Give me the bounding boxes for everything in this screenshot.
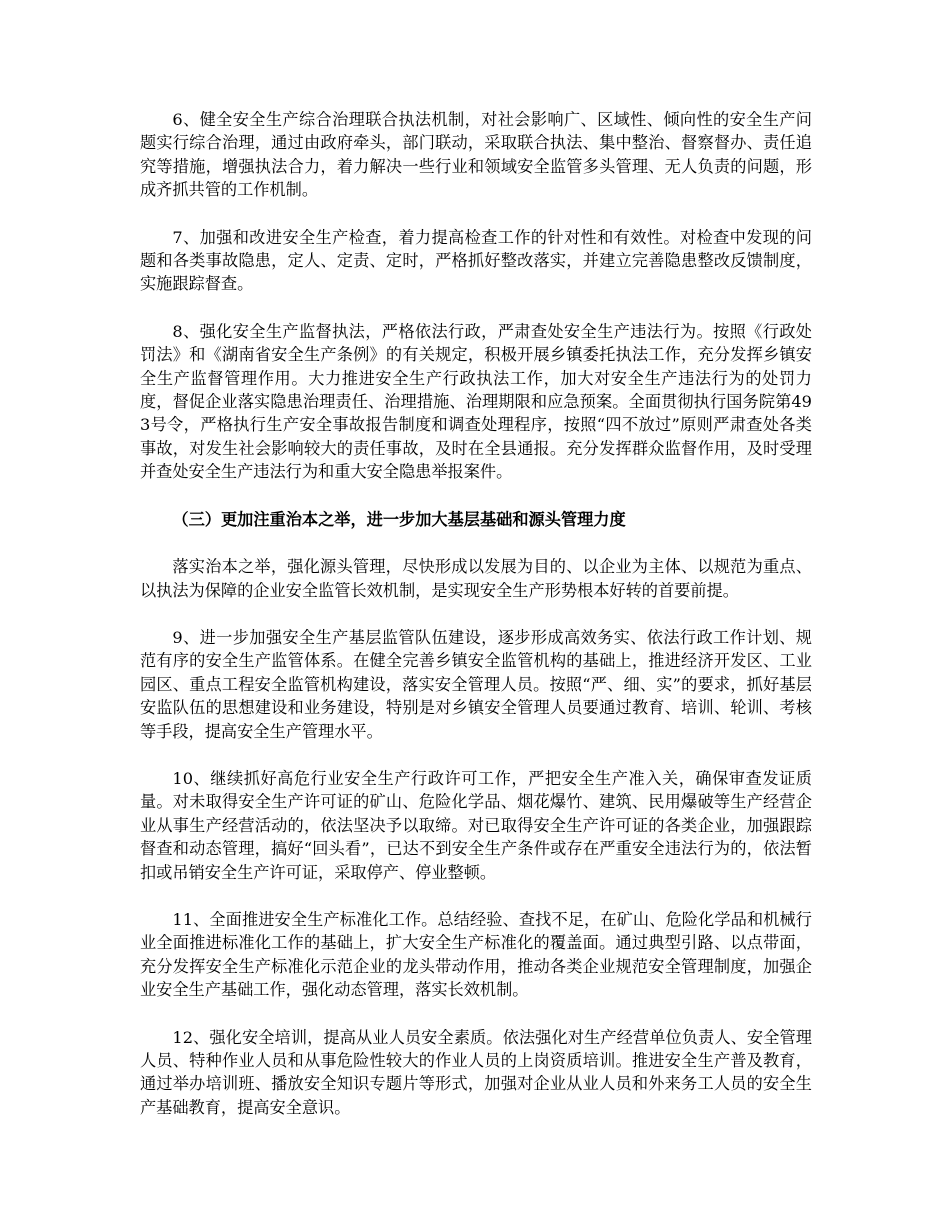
document-page [140,108,812,1143]
paragraph-item-11: 11、全面推进安全生产标准化工作。总结经验、查找不足，在矿山、危险化学品和机械行业全面推进标准化工作的基础上，扩大安全生产标准化的覆盖面。通过典型引路、以点带面，充分发挥安全生产标准化示范企业的龙头带动作用，推动各类企业规范安全管理制度，加强企业安全生产基础工作，强化动态管理，落实长效机制。 [140,909,812,1000]
paragraph-item-7: 7、加强和改进安全生产检查，着力提高检查工作的针对性和有效性。对检查中发现的问题和各类事故隐患，定人、定责、定时，严格抓好整改落实，并建立完善隐患整改反馈制度，实施跟踪督查。 [140,227,812,294]
section-intro-paragraph: 落实治本之举，强化源头管理，尽快形成以发展为目的、以企业为主体、以规范为重点、以执法为保障的企业安全监管长效机制，是实现安全生产形势根本好转的首要前提。 [140,557,812,600]
paragraph-item-12: 12、强化安全培训，提高从业人员安全素质。依法强化对生产经营单位负责人、安全管理人员、特种作业人员和从事危险性较大的作业人员的上岗资质培训。推进安全生产普及教育，通过举办培训班、播放安全知识专题片等形式，加强对企业从业人员和外来务工人员的安全生产基础教育，提高安全意识。 [140,1027,812,1117]
section-heading-3: （三）更加注重治本之举，进一步加大基层基础和源头管理力度 [172,509,626,529]
paragraph-item-8: 8、强化安全生产监督执法，严格依法行政，严肃查处安全生产违法行为。按照《行政处罚法》和《湖南省安全生产条例》的有关规定，积极开展乡镇委托执法工作，充分发挥乡镇安全生产监督管理作用。大力推进安全生产行政执法工作，加大对安全生产违法行为的处罚力度，督促企业落实隐患治理责任、治理措施、治理期限和应急预案。全面贯彻执行国务院第493号令，严格执行生产安全事故报告制度和调查处理程序，按照“四不放过”原则严肃查处各类事故，对发生社会影响较大的责任事故，及时在全县通报。充分发挥群众监督作用，及时受理并查处安全生产违法行为和重大安全隐患举报案件。 [140,321,812,482]
paragraph-item-9: 9、进一步加强安全生产基层监管队伍建设，逐步形成高效务实、依法行政工作计划、规范有序的安全生产监管体系。在健全完善乡镇安全监管机构的基础上，推进经济开发区、工业园区、重点工程安全监管机构建设，落实安全管理人员。按照“严、细、实”的要求，抓好基层安监队伍的思想建设和业务建设，特别是对乡镇安全管理人员要通过教育、培训、轮训、考核等手段，提高安全生产管理水平。 [140,627,812,741]
paragraph-item-10: 10、继续抓好高危行业安全生产行政许可工作，严把安全生产准入关，确保审查发证质量。对未取得安全生产许可证的矿山、危险化学品、烟花爆竹、建筑、民用爆破等生产经营企业从事生产经营活动的，依法坚决予以取缔。对已取得安全生产许可证的各类企业，加强跟踪督查和动态管理，搞好“回头看”，已达不到安全生产条件或存在严重安全违法行为的，依法暂扣或吊销安全生产许可证，采取停产、停业整顿。 [140,768,812,882]
paragraph-item-6: 6、健全安全生产综合治理联合执法机制，对社会影响广、区域性、倾向性的安全生产问题实行综合治理，通过由政府牵头，部门联动，采取联合执法、集中整治、督察督办、责任追究等措施，增强执法合力，着力解决一些行业和领域安全监管多头管理、无人负责的问题，形成齐抓共管的工作机制。 [140,110,812,200]
